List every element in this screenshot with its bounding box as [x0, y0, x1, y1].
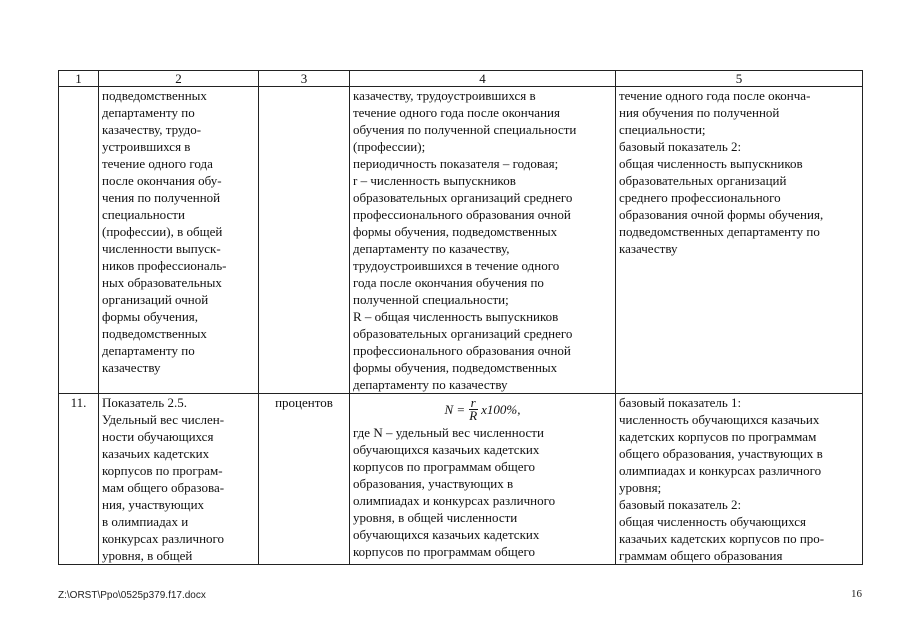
- text-line: уровня;: [619, 480, 662, 495]
- indicator-name-cell: [99, 87, 259, 394]
- text-line: течение одного года после окончания: [353, 105, 560, 120]
- text-line: кадетских корпусов по программам: [619, 429, 817, 444]
- text-line: численности выпуск-: [102, 241, 221, 256]
- text-line: ния обучения по полученной: [619, 105, 780, 120]
- text-line: формы обучения, подведомственных: [353, 224, 558, 239]
- formula-rhs: x100%: [481, 401, 518, 417]
- text-line: в олимпиадах и: [102, 514, 189, 529]
- text-line: корпусов по програм-: [102, 463, 223, 478]
- text-line: казачьих кадетских корпусов по про-: [619, 531, 825, 546]
- formula: [353, 394, 612, 424]
- text-line: Показатель 2.5.: [102, 395, 187, 410]
- text-line: R – общая численность выпускников: [353, 309, 559, 324]
- text-line: (профессии);: [353, 139, 426, 154]
- text-line: формы обучения, подведомственных: [353, 360, 558, 375]
- text-line: специальности;: [619, 122, 706, 137]
- text-line: казачеству: [102, 360, 161, 375]
- text-line: обучающихся казачьих кадетских: [353, 527, 540, 542]
- text-line: профессионального образования очной: [353, 343, 571, 358]
- indicator-name-cell: [99, 394, 259, 565]
- header-cell-5: 5: [616, 71, 863, 87]
- text-line: департаменту по: [102, 343, 195, 358]
- text-line: общего образования, участвующих в: [619, 446, 823, 461]
- file-path: Z:\ORST\Ppo\0525p379.f17.docx: [58, 590, 206, 601]
- text-line: базовый показатель 2:: [619, 497, 742, 512]
- text-line: казачьих кадетских: [102, 446, 210, 461]
- header-cell-4: 4: [350, 71, 616, 87]
- text-line: ния, участвующих: [102, 497, 205, 512]
- formula-fraction: [467, 394, 479, 423]
- header-cell-3: 3: [259, 71, 350, 87]
- text-line: департаменту по: [102, 105, 195, 120]
- text-line: периодичность показателя – годовая;: [353, 156, 559, 171]
- text-line: казачеству, трудо-: [102, 122, 202, 137]
- formula-denominator: R: [469, 407, 478, 423]
- text-line: специальности: [102, 207, 185, 222]
- text-line: среднего профессионального: [619, 190, 781, 205]
- table-row-continuation: [59, 87, 863, 394]
- text-line: граммам общего образования: [619, 548, 783, 563]
- text-line: департаменту по казачеству: [353, 377, 508, 392]
- text-line: базовый показатель 2:: [619, 139, 742, 154]
- text-line: течение одного года после оконча-: [619, 88, 811, 103]
- text-line: чения по полученной: [102, 190, 221, 205]
- text-line: ных образовательных: [102, 275, 222, 290]
- row-number-cell: 11.: [59, 394, 99, 565]
- text-line: формы обучения,: [102, 309, 199, 324]
- text-line: казачеству: [619, 241, 678, 256]
- text-line: года после окончания обучения по: [353, 275, 544, 290]
- text-line: общая численность выпускников: [619, 156, 803, 171]
- text-line: образовательных организаций: [619, 173, 787, 188]
- text-line: казачеству, трудоустроившихся в: [353, 88, 536, 103]
- text-line: подведомственных департаменту по: [619, 224, 820, 239]
- text-line: численность обучающихся казачьих: [619, 412, 820, 427]
- text-line: ников профессиональ-: [102, 258, 227, 273]
- text-line: базовый показатель 1:: [619, 395, 742, 410]
- base-indicators-cell: [616, 394, 863, 565]
- text-line: течение одного года: [102, 156, 213, 171]
- text-line: r – численность выпускников: [353, 173, 516, 188]
- page-number: 16: [851, 588, 862, 600]
- method-cell: [350, 87, 616, 394]
- text-line: уровня, в общей численности: [353, 510, 518, 525]
- base-indicators-cell: [616, 87, 863, 394]
- text-line: образования очной формы обучения,: [619, 207, 824, 222]
- text-line: олимпиадах и конкурсах различного: [619, 463, 822, 478]
- table-header-row: [59, 71, 863, 87]
- unit-cell: процентов: [259, 394, 350, 565]
- text-line: корпусов по программам общего: [353, 544, 536, 559]
- text-line: конкурсах различного: [102, 531, 225, 546]
- text-line: образовательных организаций среднего: [353, 326, 573, 341]
- text-line: подведомственных: [102, 326, 207, 341]
- text-line: трудоустроившихся в течение одного: [353, 258, 560, 273]
- text-line: обучающихся казачьих кадетских: [353, 442, 540, 457]
- text-line: Удельный вес числен-: [102, 412, 225, 427]
- row-number-cell: [59, 87, 99, 394]
- text-line: корпусов по программам общего: [353, 459, 536, 474]
- text-line: где N – удельный вес численности: [353, 425, 544, 440]
- formula-numerator: r: [470, 394, 476, 410]
- table-row-11: [59, 394, 863, 565]
- text-line: после окончания обу-: [102, 173, 222, 188]
- text-line: мам общего образова-: [102, 480, 225, 495]
- unit-cell: [259, 87, 350, 394]
- text-line: олимпиадах и конкурсах различного: [353, 493, 556, 508]
- formula-lhs: N =: [444, 401, 466, 417]
- text-line: образовательных организаций среднего: [353, 190, 573, 205]
- formula-tail: ,: [517, 401, 521, 417]
- text-line: (профессии), в общей: [102, 224, 223, 239]
- method-text: [353, 424, 612, 560]
- text-line: подведомственных: [102, 88, 207, 103]
- header-cell-1: 1: [59, 71, 99, 87]
- text-line: обучения по полученной специальности: [353, 122, 577, 137]
- text-line: уровня, в общей: [102, 548, 193, 563]
- text-line: организаций очной: [102, 292, 209, 307]
- text-line: полученной специальности;: [353, 292, 509, 307]
- text-line: образования, участвующих в: [353, 476, 514, 491]
- text-line: устроившихся в: [102, 139, 191, 154]
- text-line: общая численность обучающихся: [619, 514, 806, 529]
- text-line: департаменту по казачеству,: [353, 241, 510, 256]
- header-cell-2: 2: [99, 71, 259, 87]
- method-cell: [350, 394, 616, 565]
- indicators-table: [58, 70, 863, 565]
- text-line: ности обучающихся: [102, 429, 214, 444]
- text-line: профессионального образования очной: [353, 207, 571, 222]
